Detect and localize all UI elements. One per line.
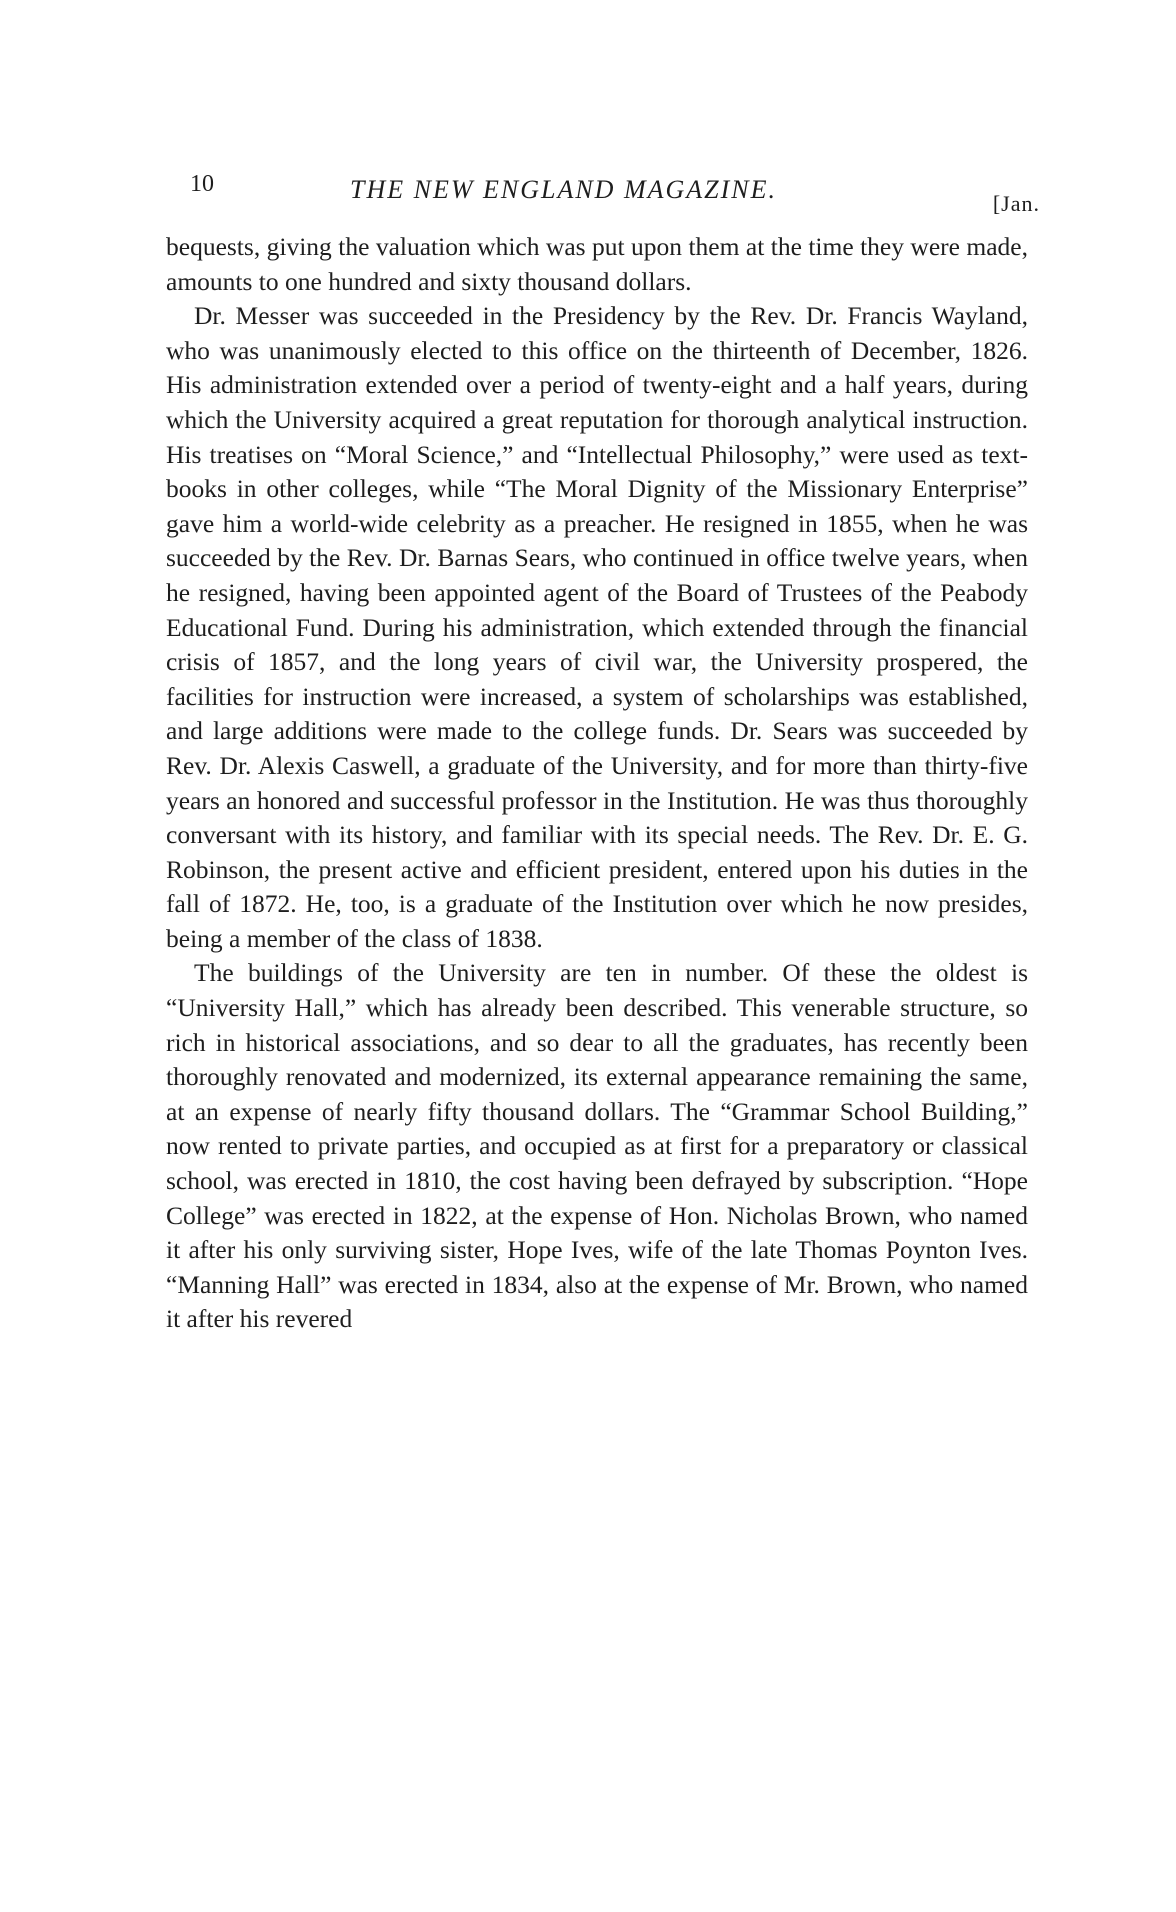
paragraph: The buildings of the University are ten in number. Of these the oldest is “University Hall,” which has already been described. This venerable structure, so rich in historical associations, and so dear to all the graduates, has recently been thoroughly renovated and modernized, its external appearance remaining the same, at an expense of nearly fifty thousand dollars. The “Grammar School Building,” now rented to private parties, and occupied as at first for a preparatory or classical school, was erected in 1810, the cost having been defrayed by subscription. “Hope College” was erected in 1822, at the expense of Hon. Nicholas Brown, who named it after his only surviving sister, Hope Ives, wife of the late Thomas Poynton Ives. “Manning Hall” was erected in 1834, also at the expense of Mr. Brown, who named it after his revered bbox=[166, 958, 1028, 1334]
paragraph: Dr. Messer was succeeded in the Presidency by the Rev. Dr. Francis Wayland, who was unanimously elected to this office on the thirteenth of December, 1826. His administration extended over a period of twenty-eight and a half years, during which the University acquired a great reputation for thorough analytical instruction. His treatises on “Moral Science,” and “Intellectual Philosophy,” were used as text-books in other colleges, while “The Moral Dignity of the Missionary Enterprise” gave him a world-wide celebrity as a preacher. He resigned in 1855, when he was succeeded by the Rev. Dr. Barnas Sears, who continued in office twelve years, when he resigned, having been appointed agent of the Board of Trustees of the Peabody Educational Fund. During his administration, which extended through the financial crisis of 1857, and the long years of civil war, the University prospered, the facilities for instruction were increased, a system of scholarships was established, and large additions were made to the college funds. Dr. Sears was succeeded by Rev. Dr. Alexis Caswell, a graduate of the University, and for more than thirty-five years an honored and successful professor in the Institution. He was thus thoroughly conversant with its history, and familiar with its special needs. The Rev. Dr. E. G. Robinson, the present active and efficient president, entered upon his duties in the fall of 1872. He, too, is a graduate of the Institution over which he now presides, being a member of the class of 1838. bbox=[166, 301, 1028, 953]
page-number: 10 bbox=[190, 171, 214, 197]
issue-month: [Jan. bbox=[992, 191, 1040, 216]
page-header bbox=[190, 165, 1040, 215]
paragraph: bequests, giving the valuation which was put upon them at the time they were made, amounts to one hundred and sixty thousand dollars. bbox=[166, 232, 1028, 296]
article-body bbox=[166, 230, 1028, 1337]
running-title: THE NEW ENGLAND MAGAZINE. bbox=[350, 175, 777, 204]
